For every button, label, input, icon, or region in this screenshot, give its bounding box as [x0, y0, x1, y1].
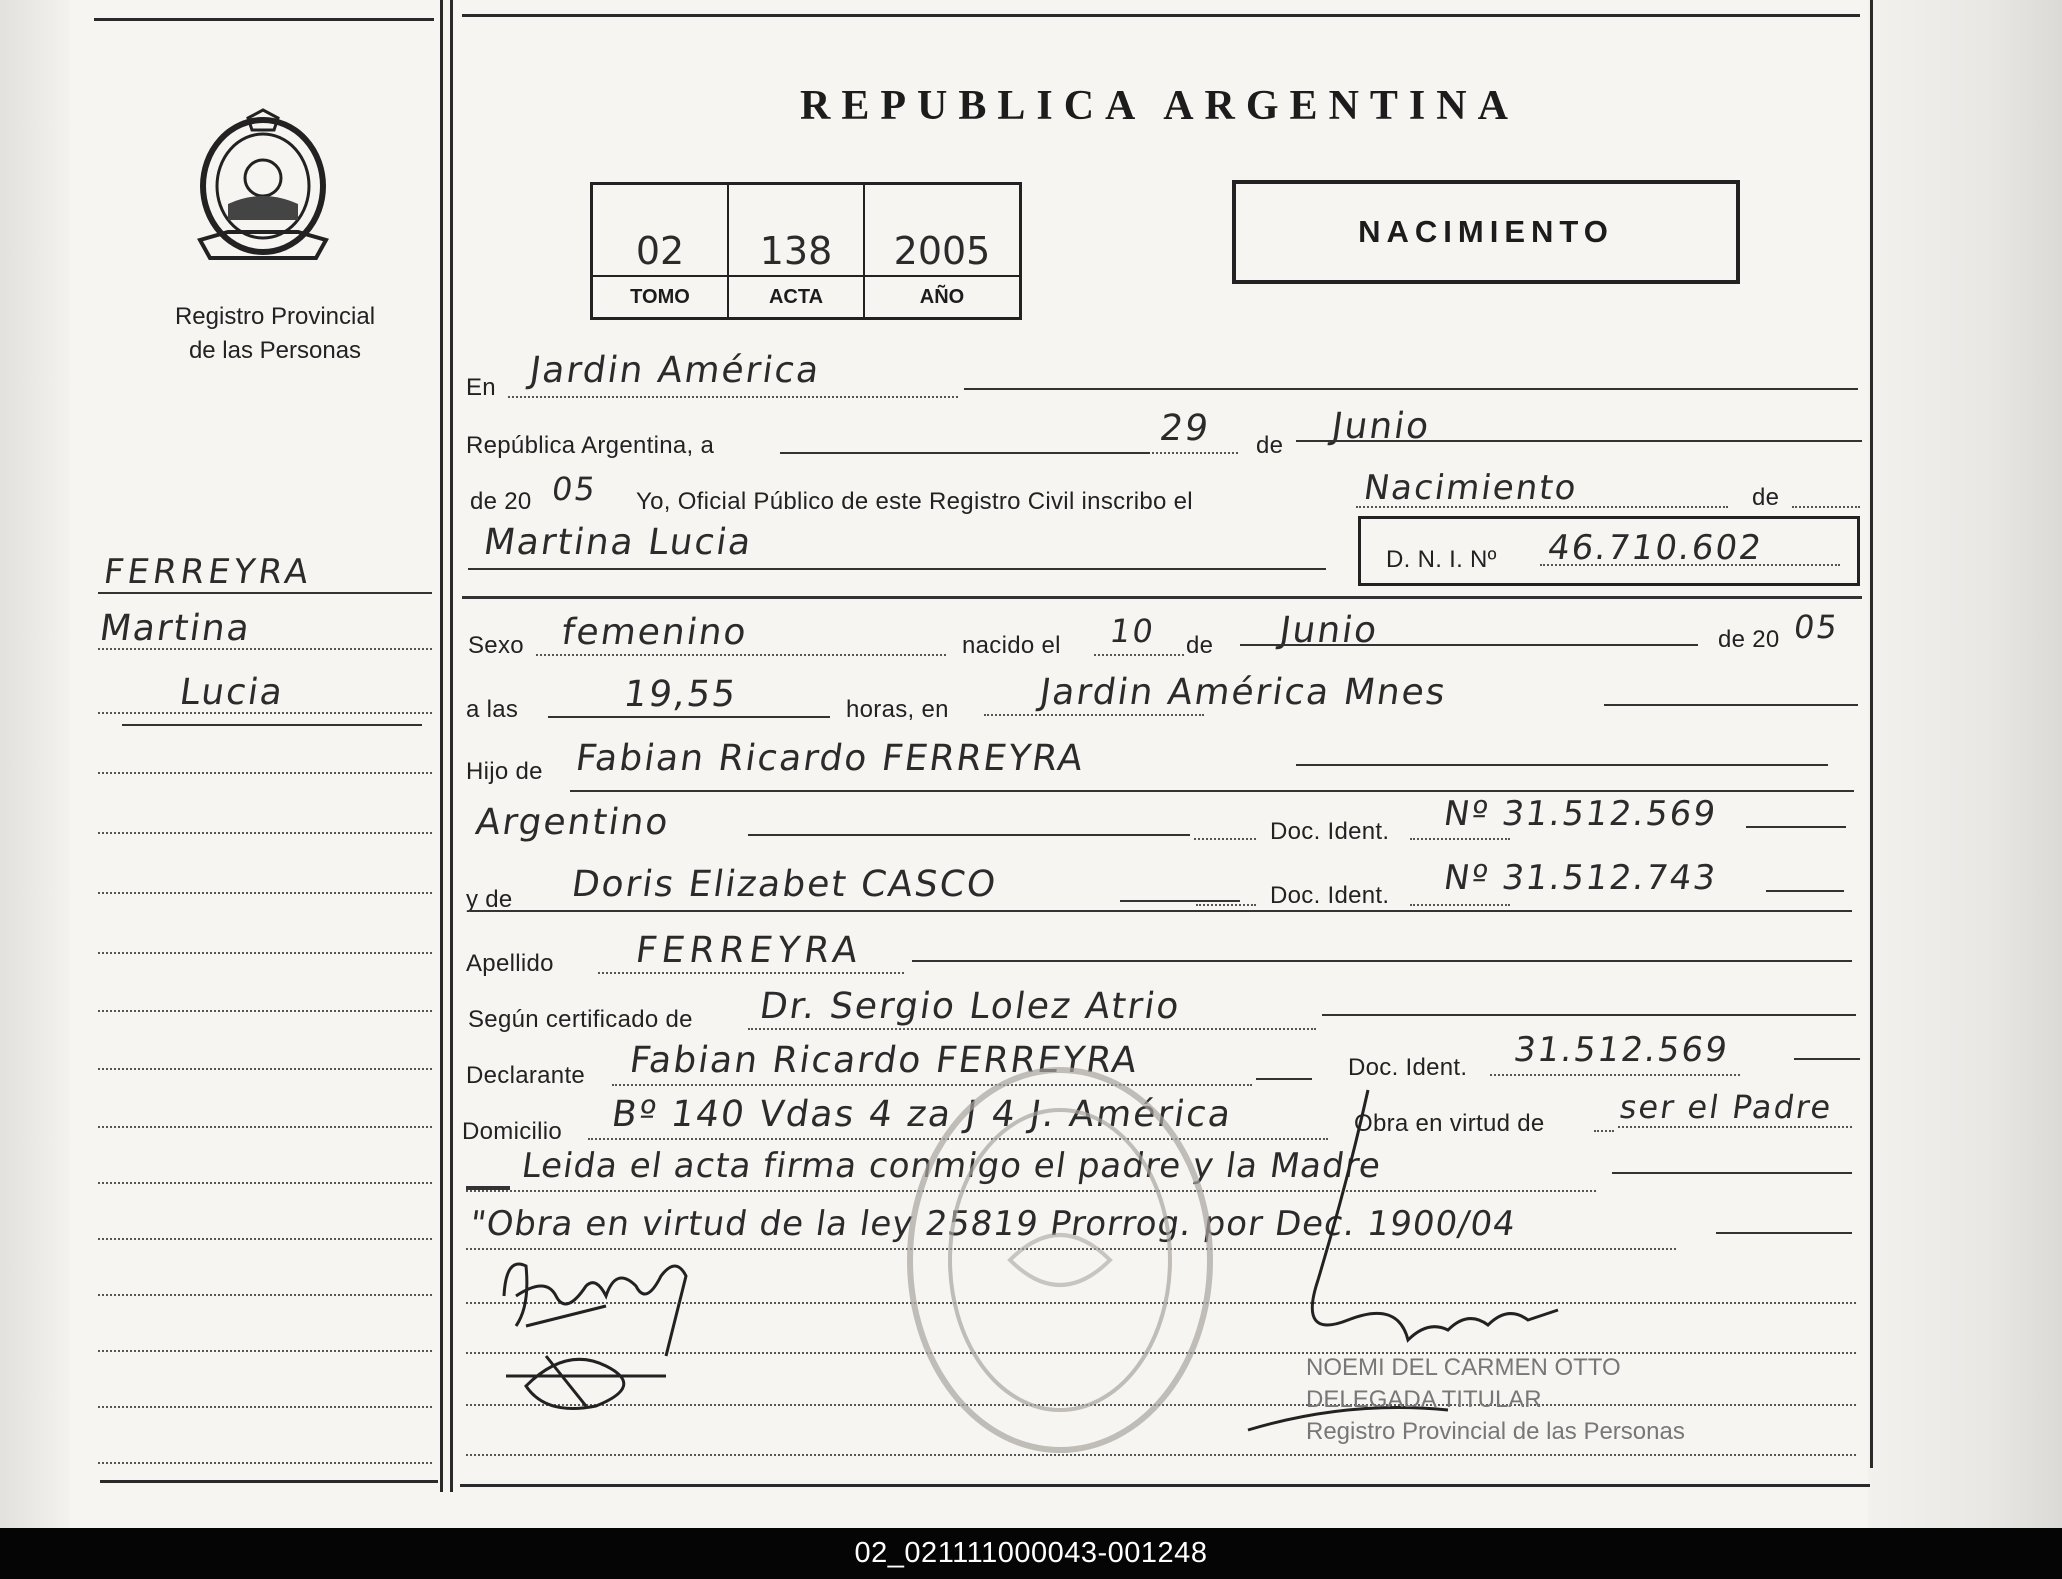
declarante-value: Fabian Ricardo FERREYRA [627, 1040, 1142, 1081]
margin-line [98, 1068, 432, 1070]
dni-value: 46.710.602 [1545, 528, 1766, 568]
fill-line [1746, 826, 1846, 828]
section-divider [462, 596, 1862, 599]
bottom-rule-left [100, 1480, 438, 1483]
official-role: DELEGADA TITULAR [1306, 1386, 1542, 1413]
declarante-doc-value: 31.512.569 [1511, 1030, 1732, 1070]
republica-label: República Argentina, a [466, 432, 715, 459]
nacido-de20-label: de 20 [1718, 626, 1780, 653]
mes-value: Junio [1329, 406, 1434, 447]
document-title: REPUBLICA ARGENTINA [800, 83, 1519, 129]
margin-line [98, 1010, 432, 1012]
inscribo-label: Yo, Oficial Público de este Registro Civil inscribo el [636, 488, 1193, 515]
doc-ident-label-3: Doc. Ident. [1348, 1054, 1468, 1081]
fill-line [470, 910, 1852, 912]
de-label: de [1256, 432, 1284, 459]
tomo-cell [593, 185, 729, 317]
fill-line [1540, 564, 1840, 566]
padre-value: Fabian Ricardo FERREYRA [573, 738, 1088, 779]
fill-line [508, 396, 958, 398]
scan-id-footer: 02_021111000043-001248 [0, 1528, 2062, 1579]
fill-line [1618, 1126, 1852, 1128]
margin-line [98, 1126, 432, 1128]
nombre-value: Martina Lucia [481, 522, 756, 563]
margin-line [98, 1238, 432, 1240]
en-label: En [466, 374, 496, 401]
margin-name-1: Martina [97, 608, 254, 649]
padre-doc-value: Nº 31.512.569 [1441, 794, 1720, 834]
fill-line [536, 654, 946, 656]
fill-line [1490, 1074, 1740, 1076]
ano-cell [865, 185, 1019, 317]
fill-line [748, 1028, 1316, 1030]
margin-line [122, 724, 422, 726]
fill-line [964, 388, 1858, 390]
bottom-rule-right [460, 1484, 1870, 1487]
official-block [1306, 1352, 1685, 1448]
obra-value: ser el Padre [1617, 1088, 1836, 1126]
fill-line [780, 452, 1150, 454]
ano-value: 2005 [893, 229, 991, 273]
fill-line [984, 714, 1204, 716]
fill-line [748, 834, 1190, 836]
fill-line [1094, 654, 1184, 656]
margin-line [98, 1182, 432, 1184]
de20-label: de 20 [470, 488, 532, 515]
declarant-signature-icon [486, 1236, 706, 1416]
margin-line [98, 892, 432, 894]
margin-line [98, 772, 432, 774]
fill-line [1604, 704, 1858, 706]
fill-line [1716, 1232, 1852, 1234]
sexo-label: Sexo [468, 632, 524, 659]
registry-stamp-icon [900, 1060, 1220, 1460]
declarante-label: Declarante [466, 1062, 586, 1089]
horas-en-label: horas, en [846, 696, 949, 723]
acta-cell [729, 185, 865, 317]
inscribo-value: Nacimiento [1361, 468, 1581, 508]
fill-line [1594, 1130, 1614, 1132]
top-rule-left [94, 18, 434, 21]
registry-institution [130, 300, 420, 368]
fill-line [1612, 1172, 1852, 1174]
tomo-label: TOMO [593, 275, 727, 317]
nacido-year: 05 [1791, 608, 1842, 646]
fill-line [1194, 838, 1256, 840]
official-office: Registro Provincial de las Personas [1306, 1418, 1685, 1445]
margin-line [98, 712, 432, 714]
fill-line [1766, 890, 1844, 892]
doc-ident-label-2: Doc. Ident. [1270, 882, 1390, 909]
fill-line [1296, 440, 1862, 442]
apellido-label: Apellido [466, 950, 554, 977]
margin-line [98, 952, 432, 954]
acta-label: ACTA [729, 275, 863, 317]
doc-ident-label: Doc. Ident. [1270, 818, 1390, 845]
de-label-2: de [1752, 484, 1780, 511]
sexo-value: femenino [559, 612, 751, 653]
tomo-value: 02 [635, 229, 685, 273]
madre-doc-value: Nº 31.512.743 [1441, 858, 1720, 898]
madre-value: Doris Elizabet CASCO [569, 864, 1000, 905]
dni-label: D. N. I. Nº [1386, 546, 1497, 573]
fill-line [1410, 838, 1510, 840]
dia-value: 29 [1157, 408, 1213, 449]
fill-line [1196, 904, 1256, 906]
year-value: 05 [549, 470, 600, 508]
fill-line [598, 972, 904, 974]
lugar-value: Jardin América Mnes [1037, 672, 1450, 713]
fill-line [1794, 1058, 1860, 1060]
fill-line [1356, 506, 1728, 508]
nacido-label: nacido el [962, 632, 1061, 659]
act-type-box: NACIMIENTO [1232, 180, 1740, 284]
nacido-dia: 10 [1107, 612, 1158, 650]
page-edge-shadow-left [0, 0, 70, 1528]
acta-value: 138 [759, 229, 833, 273]
fill-line [1120, 900, 1240, 902]
domicilio-label: Domicilio [462, 1118, 563, 1145]
margin-line [98, 1406, 432, 1408]
margin-line [98, 832, 432, 834]
nota-line-2: "Obra en virtud de la ley 25819 Prorrog. por Dec. 1900/04 [467, 1204, 1519, 1244]
margin-name-2: Lucia [177, 672, 287, 713]
official-name: NOEMI DEL CARMEN OTTO [1306, 1354, 1621, 1381]
nota-line-1: Leida el acta firma conmigo el padre y la Madre [519, 1146, 1384, 1186]
fill-line [548, 716, 830, 718]
margin-line [98, 1294, 432, 1296]
fill-line [912, 960, 1852, 962]
certificado-value: Dr. Sergio Lolez Atrio [757, 986, 1184, 1027]
fill-line [1296, 764, 1828, 766]
margin-line [98, 1462, 432, 1464]
en-value: Jardin América [527, 350, 824, 391]
margin-surname: FERREYRA [101, 552, 315, 592]
obra-label: Obra en virtud de [1354, 1110, 1545, 1137]
domicilio-value: Bº 140 Vdas 4 za J 4 J. América [609, 1094, 1236, 1135]
fill-line [468, 568, 1326, 570]
margin-line [98, 648, 432, 650]
nacido-mes: Junio [1277, 610, 1382, 651]
institution-line-1: Registro Provincial [174, 303, 376, 330]
ano-label: AÑO [865, 275, 1019, 317]
certificado-label: Según certificado de [468, 1006, 693, 1033]
fill-line [570, 790, 1854, 792]
margin-line [98, 592, 432, 594]
apellido-value: FERREYRA [633, 930, 866, 971]
padre-nac-value: Argentino [473, 802, 673, 843]
fill-line [1322, 1014, 1856, 1016]
yde-label: y de [466, 886, 513, 913]
fill-line [1792, 506, 1860, 508]
form-right-border [1870, 0, 1873, 1468]
form-left-border [450, 0, 453, 1492]
hora-value: 19,55 [621, 674, 740, 715]
misiones-seal-icon [188, 108, 338, 268]
nacido-de-label: de [1186, 632, 1214, 659]
top-rule-right [462, 14, 1860, 17]
fill-line [1410, 904, 1510, 906]
page-edge-shadow [1868, 0, 2062, 1528]
margin-divider [440, 0, 443, 1492]
margin-line [98, 1350, 432, 1352]
registry-box [590, 182, 1022, 320]
fill-line [1152, 452, 1238, 454]
alas-label: a las [466, 696, 519, 723]
hijo-label: Hijo de [466, 758, 543, 785]
institution-line-2: de las Personas [188, 337, 362, 364]
fill-line [1240, 644, 1698, 646]
